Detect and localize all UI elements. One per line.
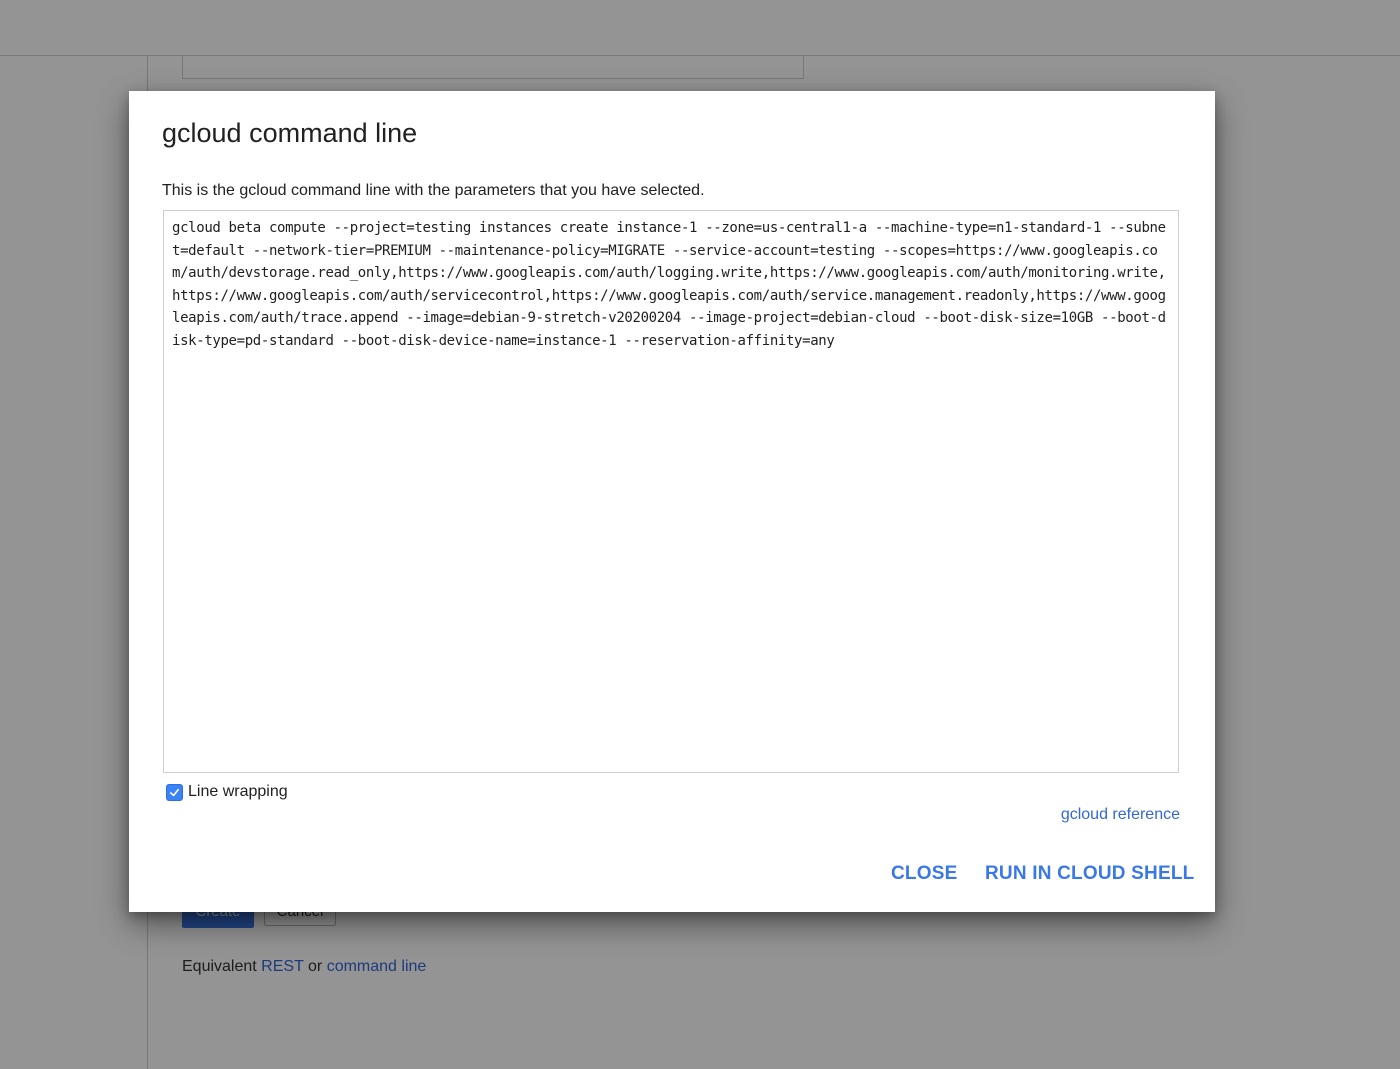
command-line-link[interactable]: command line [326,958,427,975]
line-wrapping-option[interactable] [166,783,288,801]
line-wrapping-checkbox[interactable] [166,784,183,801]
equivalent-prefix: Equivalent [182,958,257,975]
dialog-title: gcloud command line [162,118,418,148]
or-text: or [308,958,323,975]
command-text[interactable]: gcloud beta compute --project=testing instances create instance-1 --zone=us-central1-a --machine-type=n1-standard-1 --subnet=default --network-tier=PREMIUM --maintenance-policy=MIGRATE --service-account=testing --scopes=https://www.googleapis.com/auth/devstorage.read_only,https://www.googleapis.com/auth/logging.write,https://www.googleapis.com/auth/monitoring.write,https://www.googleapis.com/auth/servicecontrol,https://www.googleapis.com/auth/service.management.readonly,https://www.googleapis.com/auth/trace.append --image=debian-9-stretch-v20200204 --image-project=debian-cloud --boot-disk-size=10GB --boot-disk-type=pd-standard --boot-disk-device-name=instance-1 --reservation-affinity=any [172,220,1166,349]
close-button[interactable]: CLOSE [891,863,958,884]
command-textarea[interactable] [163,210,1179,773]
rest-link[interactable]: REST [261,958,304,975]
checkmark-icon [169,787,180,798]
gcloud-reference-link[interactable]: gcloud reference [1060,806,1180,823]
line-wrapping-label[interactable]: Line wrapping [188,783,288,800]
gcloud-command-line-dialog [129,91,1215,912]
dialog-description: This is the gcloud command line with the parameters that you have selected. [162,182,705,199]
run-in-cloud-shell-button[interactable]: RUN IN CLOUD SHELL [985,863,1195,884]
